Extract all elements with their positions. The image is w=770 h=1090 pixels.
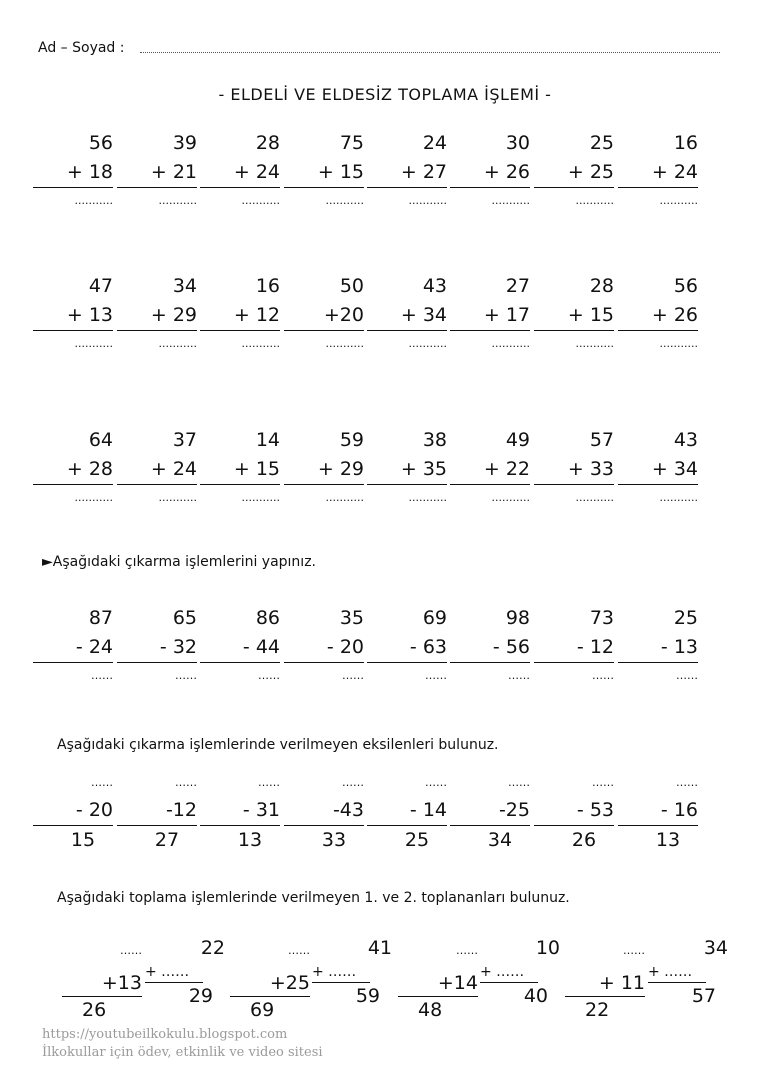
subtrahend: - 13 <box>618 633 698 663</box>
addend-bottom: + 34 <box>618 455 698 485</box>
difference: 34 <box>487 829 513 851</box>
answer-blank[interactable]: ........... <box>325 337 364 350</box>
subtraction-problem <box>284 604 364 683</box>
subtrahend: - 20 <box>284 633 364 663</box>
addition-problem <box>367 272 447 351</box>
addition-problem <box>33 129 113 208</box>
addend-bottom: + 15 <box>284 158 364 188</box>
difference: 26 <box>571 829 597 851</box>
addend-top: 28 <box>255 132 280 154</box>
answer-blank[interactable]: ........... <box>74 194 113 207</box>
answer-blank[interactable]: ........... <box>575 194 614 207</box>
answer-blank[interactable]: ........... <box>408 337 447 350</box>
answer-blank[interactable]: ........... <box>659 491 698 504</box>
addition-problem <box>450 426 530 505</box>
minuend: 65 <box>172 607 197 629</box>
answer-blank[interactable]: ........... <box>325 194 364 207</box>
minuend-blank[interactable]: …… <box>258 776 280 789</box>
minuend-blank[interactable]: …… <box>676 776 698 789</box>
subtrahend: - 20 <box>33 796 113 826</box>
addend-top: 34 <box>172 275 197 297</box>
addend-bottom: + 35 <box>367 455 447 485</box>
minuend-blank[interactable]: …… <box>175 776 197 789</box>
subtraction-problem <box>618 604 698 683</box>
sum: 69 <box>250 999 275 1021</box>
missing-addend-problem <box>230 944 310 1023</box>
answer-blank[interactable]: ........... <box>659 337 698 350</box>
addend-top: 50 <box>339 275 364 297</box>
minuend: 25 <box>673 607 698 629</box>
subtrahend: - 32 <box>117 633 197 663</box>
minuend-blank[interactable]: …… <box>592 776 614 789</box>
addition-problem <box>618 426 698 505</box>
addend-top: 43 <box>422 275 447 297</box>
first-addend: 34 <box>703 937 728 959</box>
minuend: 69 <box>422 607 447 629</box>
subtrahend: - 16 <box>618 796 698 826</box>
addend-top: 30 <box>505 132 530 154</box>
answer-blank[interactable]: …… <box>342 669 364 682</box>
addend-top: 75 <box>339 132 364 154</box>
sum: 26 <box>82 999 107 1021</box>
addend-bottom: + 24 <box>618 158 698 188</box>
first-addend: 10 <box>535 937 560 959</box>
second-addend-blank[interactable]: + …… <box>648 962 706 983</box>
subtraction-problem <box>33 604 113 683</box>
answer-blank[interactable]: ........... <box>491 337 530 350</box>
first-addend-blank[interactable]: …… <box>456 944 478 957</box>
addend-bottom: + 24 <box>200 158 280 188</box>
difference: 13 <box>655 829 681 851</box>
addition-problem <box>117 426 197 505</box>
missing-addend-problem <box>480 934 560 1009</box>
addend-bottom: + 18 <box>33 158 113 188</box>
addend-bottom: +20 <box>284 301 364 331</box>
difference: 33 <box>321 829 347 851</box>
answer-blank[interactable]: ........... <box>575 337 614 350</box>
addend-top: 59 <box>339 429 364 451</box>
subtrahend: -43 <box>284 796 364 826</box>
addend-bottom: + 26 <box>450 158 530 188</box>
addend-bottom: + 12 <box>200 301 280 331</box>
missing-addend-instruction: Aşağıdaki toplama işlemlerinde verilmeyen 1. ve 2. toplananları bulunuz. <box>57 890 570 906</box>
missing-minuend-problem <box>618 776 698 855</box>
addend-bottom: + 17 <box>450 301 530 331</box>
footer-url: https://youtubeilkokulu.blogspot.com <box>42 1027 288 1042</box>
subtraction-problem <box>534 604 614 683</box>
subtraction-problem <box>450 604 530 683</box>
subtrahend: - 31 <box>200 796 280 826</box>
subtrahend: - 63 <box>367 633 447 663</box>
addend-top: 57 <box>589 429 614 451</box>
minuend-blank[interactable]: …… <box>508 776 530 789</box>
answer-blank[interactable]: ........... <box>158 337 197 350</box>
addend-top: 28 <box>589 275 614 297</box>
minuend: 87 <box>88 607 113 629</box>
missing-minuend-problem <box>284 776 364 855</box>
missing-minuend-problem <box>117 776 197 855</box>
answer-blank[interactable]: ........... <box>575 491 614 504</box>
subtrahend: - 12 <box>534 633 614 663</box>
subtraction-instruction: ►Aşağıdaki çıkarma işlemlerini yapınız. <box>42 554 316 570</box>
addend-bottom: + 26 <box>618 301 698 331</box>
addend-bottom: + 29 <box>117 301 197 331</box>
addition-problem <box>200 426 280 505</box>
addition-problem <box>618 129 698 208</box>
first-addend-blank[interactable]: …… <box>288 944 310 957</box>
answer-blank[interactable]: ........... <box>325 491 364 504</box>
second-addend: +13 <box>62 970 142 997</box>
second-addend-blank[interactable]: + …… <box>145 962 203 983</box>
addition-problem <box>367 426 447 505</box>
first-addend-blank[interactable]: …… <box>120 944 142 957</box>
minuend-blank[interactable]: …… <box>342 776 364 789</box>
addition-problem <box>534 426 614 505</box>
answer-blank[interactable]: ........... <box>158 194 197 207</box>
addend-top: 43 <box>673 429 698 451</box>
addend-top: 16 <box>255 275 280 297</box>
addition-problem <box>367 129 447 208</box>
addition-problem <box>284 426 364 505</box>
addend-bottom: + 21 <box>117 158 197 188</box>
subtrahend: -25 <box>450 796 530 826</box>
second-addend: + 11 <box>565 970 645 997</box>
addend-top: 38 <box>422 429 447 451</box>
answer-blank[interactable]: ........... <box>491 491 530 504</box>
addend-top: 37 <box>172 429 197 451</box>
answer-blank[interactable]: …… <box>592 669 614 682</box>
addend-bottom: + 25 <box>534 158 614 188</box>
sum: 22 <box>585 999 610 1021</box>
missing-minuend-instruction: Aşağıdaki çıkarma işlemlerinde verilmeyen eksilenleri bulunuz. <box>57 737 499 753</box>
footer-tagline: İlkokullar için ödev, etkinlik ve video sitesi <box>42 1045 323 1060</box>
answer-blank[interactable]: …… <box>676 669 698 682</box>
answer-blank[interactable]: ........... <box>408 491 447 504</box>
subtrahend: - 56 <box>450 633 530 663</box>
addend-top: 27 <box>505 275 530 297</box>
addition-problem <box>534 129 614 208</box>
addition-problem <box>450 129 530 208</box>
missing-addend-problem <box>565 944 645 1023</box>
addend-bottom: + 29 <box>284 455 364 485</box>
missing-addend-problem <box>312 934 392 1009</box>
addition-problem <box>284 272 364 351</box>
addend-top: 25 <box>589 132 614 154</box>
addend-top: 56 <box>88 132 113 154</box>
subtrahend: - 24 <box>33 633 113 663</box>
addend-top: 64 <box>88 429 113 451</box>
addend-top: 39 <box>172 132 197 154</box>
minuend-blank[interactable]: …… <box>91 776 113 789</box>
missing-minuend-problem <box>367 776 447 855</box>
minuend-blank[interactable]: …… <box>425 776 447 789</box>
minuend: 86 <box>255 607 280 629</box>
addition-problem <box>200 272 280 351</box>
addition-problem <box>117 272 197 351</box>
addend-top: 16 <box>673 132 698 154</box>
addend-top: 56 <box>673 275 698 297</box>
subtrahend: - 44 <box>200 633 280 663</box>
difference: 13 <box>237 829 263 851</box>
difference: 25 <box>404 829 430 851</box>
first-addend-blank[interactable]: …… <box>623 944 645 957</box>
addition-problem <box>618 272 698 351</box>
addend-bottom: + 24 <box>117 455 197 485</box>
missing-minuend-problem <box>534 776 614 855</box>
answer-blank[interactable]: ........... <box>491 194 530 207</box>
addition-problem <box>200 129 280 208</box>
addend-bottom: + 34 <box>367 301 447 331</box>
answer-blank[interactable]: ........... <box>74 337 113 350</box>
second-addend-blank[interactable]: + …… <box>312 962 370 983</box>
answer-blank[interactable]: …… <box>508 669 530 682</box>
missing-addend-problem <box>62 944 142 1023</box>
subtrahend: - 14 <box>367 796 447 826</box>
addend-top: 49 <box>505 429 530 451</box>
answer-blank[interactable]: ........... <box>241 337 280 350</box>
missing-minuend-problem <box>200 776 280 855</box>
page-title: - ELDELİ VE ELDESİZ TOPLAMA İŞLEMİ - <box>218 85 552 104</box>
missing-minuend-problem <box>450 776 530 855</box>
subtrahend: - 53 <box>534 796 614 826</box>
name-label: Ad – Soyad : <box>38 40 125 56</box>
addend-bottom: + 27 <box>367 158 447 188</box>
sum: 57 <box>691 985 716 1007</box>
subtraction-problem <box>200 604 280 683</box>
addend-bottom: + 15 <box>534 301 614 331</box>
second-addend: +25 <box>230 970 310 997</box>
answer-blank[interactable]: ........... <box>74 491 113 504</box>
sum: 48 <box>418 999 443 1021</box>
addend-bottom: + 13 <box>33 301 113 331</box>
answer-blank[interactable]: ........... <box>659 194 698 207</box>
addend-bottom: + 33 <box>534 455 614 485</box>
answer-blank[interactable]: …… <box>425 669 447 682</box>
addend-bottom: + 22 <box>450 455 530 485</box>
addend-top: 24 <box>422 132 447 154</box>
missing-addend-problem <box>648 934 728 1009</box>
minuend: 73 <box>589 607 614 629</box>
sum: 40 <box>523 985 548 1007</box>
sum: 59 <box>355 985 380 1007</box>
answer-blank[interactable]: ........... <box>241 194 280 207</box>
addition-problem <box>284 129 364 208</box>
missing-addend-problem <box>145 934 225 1009</box>
difference: 15 <box>70 829 96 851</box>
addition-problem <box>117 129 197 208</box>
addition-problem <box>450 272 530 351</box>
sum: 29 <box>188 985 213 1007</box>
missing-minuend-problem <box>33 776 113 855</box>
missing-addend-problem <box>398 944 478 1023</box>
second-addend-blank[interactable]: + …… <box>480 962 538 983</box>
answer-blank[interactable]: ........... <box>158 491 197 504</box>
answer-blank[interactable]: …… <box>258 669 280 682</box>
addend-bottom: + 28 <box>33 455 113 485</box>
subtrahend: -12 <box>117 796 197 826</box>
answer-blank[interactable]: …… <box>175 669 197 682</box>
addition-problem <box>33 426 113 505</box>
subtraction-problem <box>117 604 197 683</box>
addend-top: 14 <box>255 429 280 451</box>
minuend: 98 <box>505 607 530 629</box>
first-addend: 22 <box>200 937 225 959</box>
addition-problem <box>33 272 113 351</box>
addend-bottom: + 15 <box>200 455 280 485</box>
second-addend: +14 <box>398 970 478 997</box>
addend-top: 47 <box>88 275 113 297</box>
first-addend: 41 <box>367 937 392 959</box>
difference: 27 <box>154 829 180 851</box>
answer-blank[interactable]: ........... <box>408 194 447 207</box>
addition-problem <box>534 272 614 351</box>
subtraction-problem <box>367 604 447 683</box>
minuend: 35 <box>339 607 364 629</box>
answer-blank[interactable]: …… <box>91 669 113 682</box>
name-fill-line[interactable] <box>140 52 720 53</box>
answer-blank[interactable]: ........... <box>241 491 280 504</box>
